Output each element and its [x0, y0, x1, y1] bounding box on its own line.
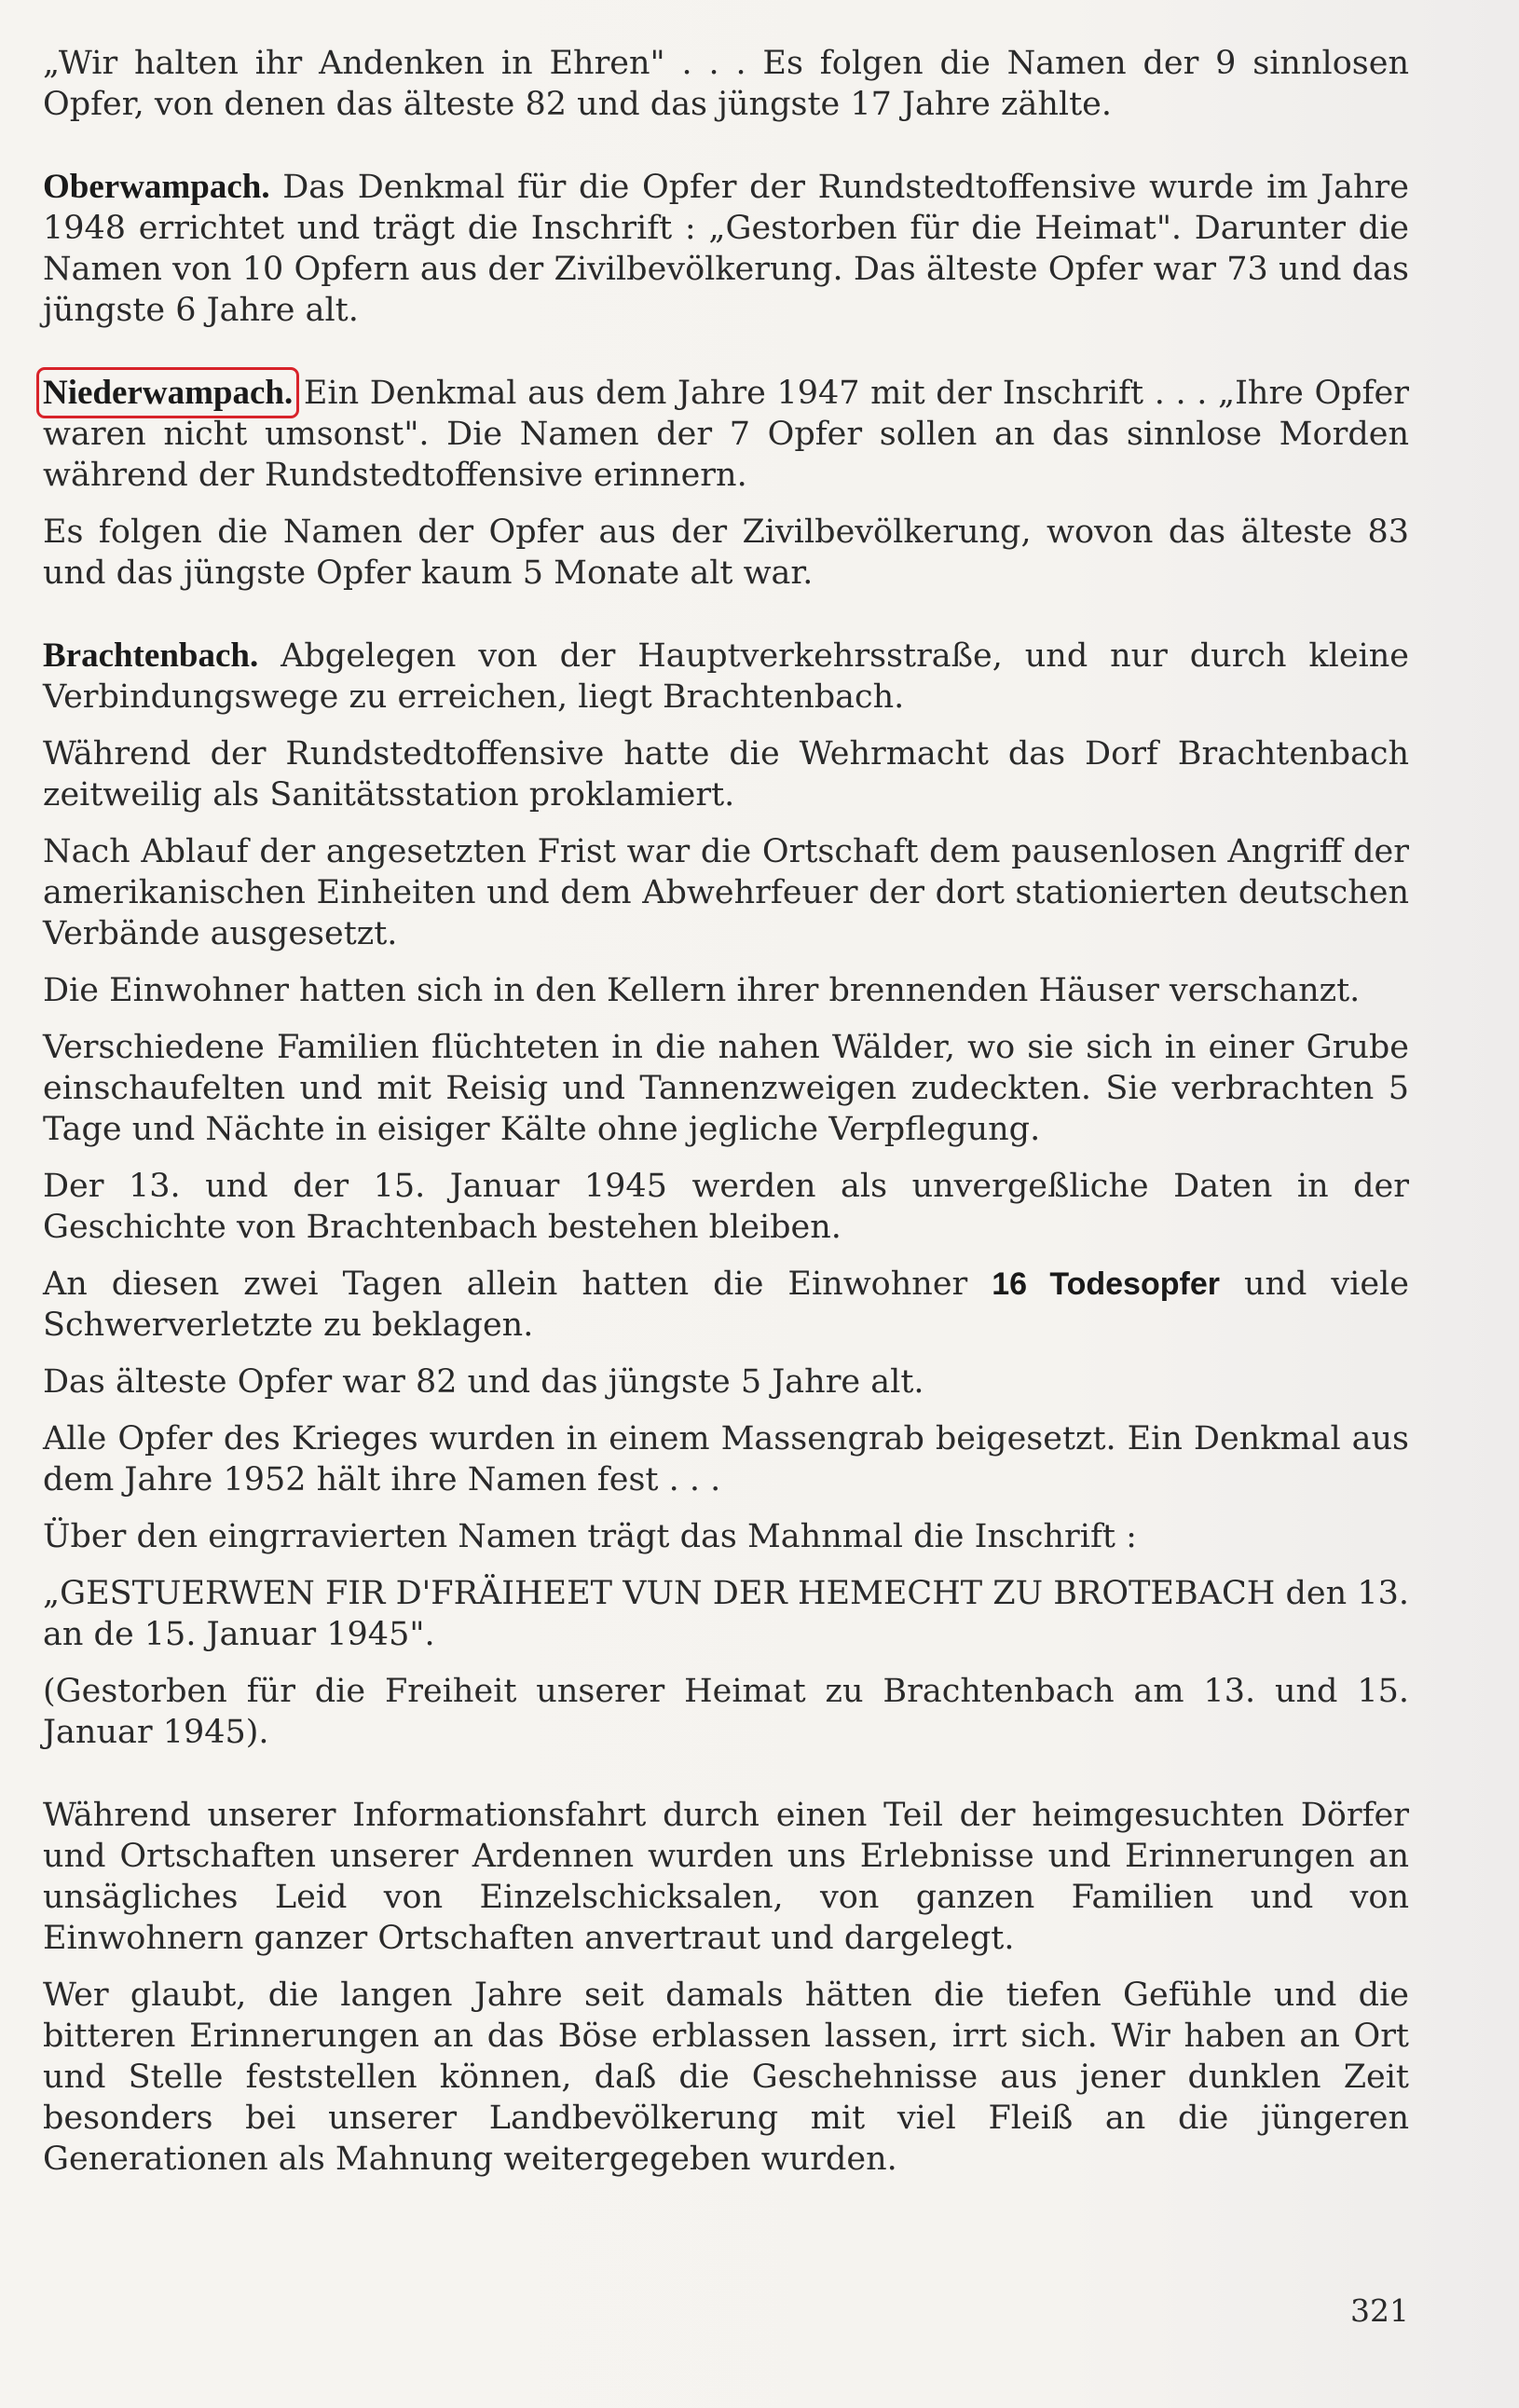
- paragraph-oberwampach: [43, 167, 1409, 331]
- paragraph-text: „GESTUERWEN FIR D'FRÄIHEET VUN DER HEMECHT ZU BROTEBACH den 13. an de 15. Januar 1945".: [43, 1575, 1409, 1653]
- paragraph-sanitaetsstation: [43, 733, 1409, 815]
- paragraph-text: Das Denkmal für die Opfer der Rundstedtoffensive wurde im Jahre 1948 errichtet und trägt die Inschrift : „Gestorben für die Heimat". Darunter die Namen von 10 Opfern aus der Zivilbevölkerung. Das älteste Opfer war 73 und das jüngste 6 Jahre alt.: [43, 169, 1409, 329]
- paragraph-text: Nach Ablauf der angesetzten Frist war die Ortschaft dem pausenlosen Angriff der amerikanischen Einheiten und dem Abwehrfeuer der dort stationierten deutschen Verbände ausgesetzt.: [43, 833, 1409, 952]
- paragraph-daten: [43, 1166, 1409, 1248]
- paragraph-informationsfahrt: [43, 1795, 1409, 1959]
- paragraph-text: „Wir halten ihr Andenken in Ehren" . . . Es folgen die Namen der 9 sinnlosen Opfer, von denen das älteste 82 und das jüngste 17 Jahre zählte.: [43, 45, 1409, 123]
- paragraph-niederwampach: [43, 373, 1409, 496]
- paragraph-waelder: [43, 1027, 1409, 1150]
- heading-niederwampach-highlighted: Niederwampach.: [43, 374, 294, 412]
- paragraph-text: Während unserer Informationsfahrt durch einen Teil der heimgesuchten Dörfer und Ortschaften unserer Ardennen wurden uns Erlebnisse und Erinnerungen an unsägliches Leid von Einzelschicksalen, von ganzen Familien und von Einwohnern ganzer Ortschaften anvertraut und dargelegt.: [43, 1797, 1409, 1957]
- paragraph-text: Ein Denkmal aus dem Jahre 1947 mit der Inschrift . . . „Ihre Opfer waren nicht umsonst". Die Namen der 7 Opfer sollen an das sinnlose Morden während der Rundstedtoffensive erinnern.: [43, 375, 1409, 494]
- paragraph-inschrift: [43, 1573, 1409, 1655]
- paragraph-text: An diesen zwei Tagen allein hatten die Einwohner: [43, 1266, 992, 1303]
- paragraph-text: und viele Schwerverletzte zu beklagen.: [43, 1266, 1409, 1344]
- heading-oberwampach: Oberwampach.: [43, 168, 270, 206]
- paragraph-text: Abgelegen von der Hauptverkehrsstraße, und nur durch kleine Verbindungswege zu erreichen, liegt Brachtenbach.: [43, 637, 1409, 716]
- paragraph-alter: [43, 1361, 1409, 1402]
- paragraph-text: Wer glaubt, die langen Jahre seit damals hätten die tiefen Gefühle und die bitteren Erinnerungen an das Böse erblassen lassen, irrt sich. Wir haben an Ort und Stelle feststellen können, daß die Geschehnisse aus jener dunklen Zeit besonders bei unserer Landbevölkerung mit viel Fleiß an die jüngeren Generationen als Mahnung weitergegeben wurden.: [43, 1977, 1409, 2178]
- page-number: 321: [1350, 2292, 1409, 2329]
- paragraph-text: Während der Rundstedtoffensive hatte die Wehrmacht das Dorf Brachtenbach zeitweilig als Sanitätsstation proklamiert.: [43, 735, 1409, 814]
- paragraph-todesopfer: [43, 1264, 1409, 1346]
- paragraph-text: Über den eingrravierten Namen trägt das Mahnmal die Inschrift :: [43, 1518, 1137, 1555]
- paragraph-text: (Gestorben für die Freiheit unserer Heimat zu Brachtenbach am 13. und 15. Januar 1945).: [43, 1673, 1409, 1751]
- paragraph-angriff: [43, 831, 1409, 954]
- paragraph-inscription-intro: [43, 43, 1409, 125]
- paragraph-text: Die Einwohner hatten sich in den Kellern ihrer brennenden Häuser verschanzt.: [43, 972, 1361, 1009]
- paragraph-text: Alle Opfer des Krieges wurden in einem Massengrab beigesetzt. Ein Denkmal aus dem Jahre 1952 hält ihre Namen fest . . .: [43, 1420, 1409, 1498]
- paragraph-keller: [43, 970, 1409, 1011]
- paragraph-mahnmal: [43, 1516, 1409, 1557]
- paragraph-text: Verschiedene Familien flüchteten in die nahen Wälder, wo sie sich in einer Grube einschaufelten und mit Reisig und Tannenzweigen zudeckten. Sie verbrachten 5 Tage und Nächte in eisiger Kälte ohne jegliche Verpflegung.: [43, 1029, 1409, 1148]
- heading-brachtenbach: Brachtenbach.: [43, 636, 259, 675]
- paragraph-uebersetzung: [43, 1671, 1409, 1753]
- paragraph-erinnerungen: [43, 1975, 1409, 2180]
- paragraph-text: Der 13. und der 15. Januar 1945 werden als unvergeßliche Daten in der Geschichte von Brachtenbach bestehen bleiben.: [43, 1168, 1409, 1246]
- text-column: [43, 43, 1409, 2196]
- paragraph-text: Es folgen die Namen der Opfer aus der Zivilbevölkerung, wovon das älteste 83 und das jüngste Opfer kaum 5 Monate alt war.: [43, 513, 1409, 592]
- paragraph-brachtenbach: [43, 636, 1409, 718]
- paragraph-niederwampach-victims: [43, 512, 1409, 594]
- paragraph-text: Das älteste Opfer war 82 und das jüngste 5 Jahre alt.: [43, 1363, 924, 1401]
- paragraph-massengrab: [43, 1418, 1409, 1500]
- bold-todesopfer: 16 Todesopfer: [992, 1266, 1220, 1302]
